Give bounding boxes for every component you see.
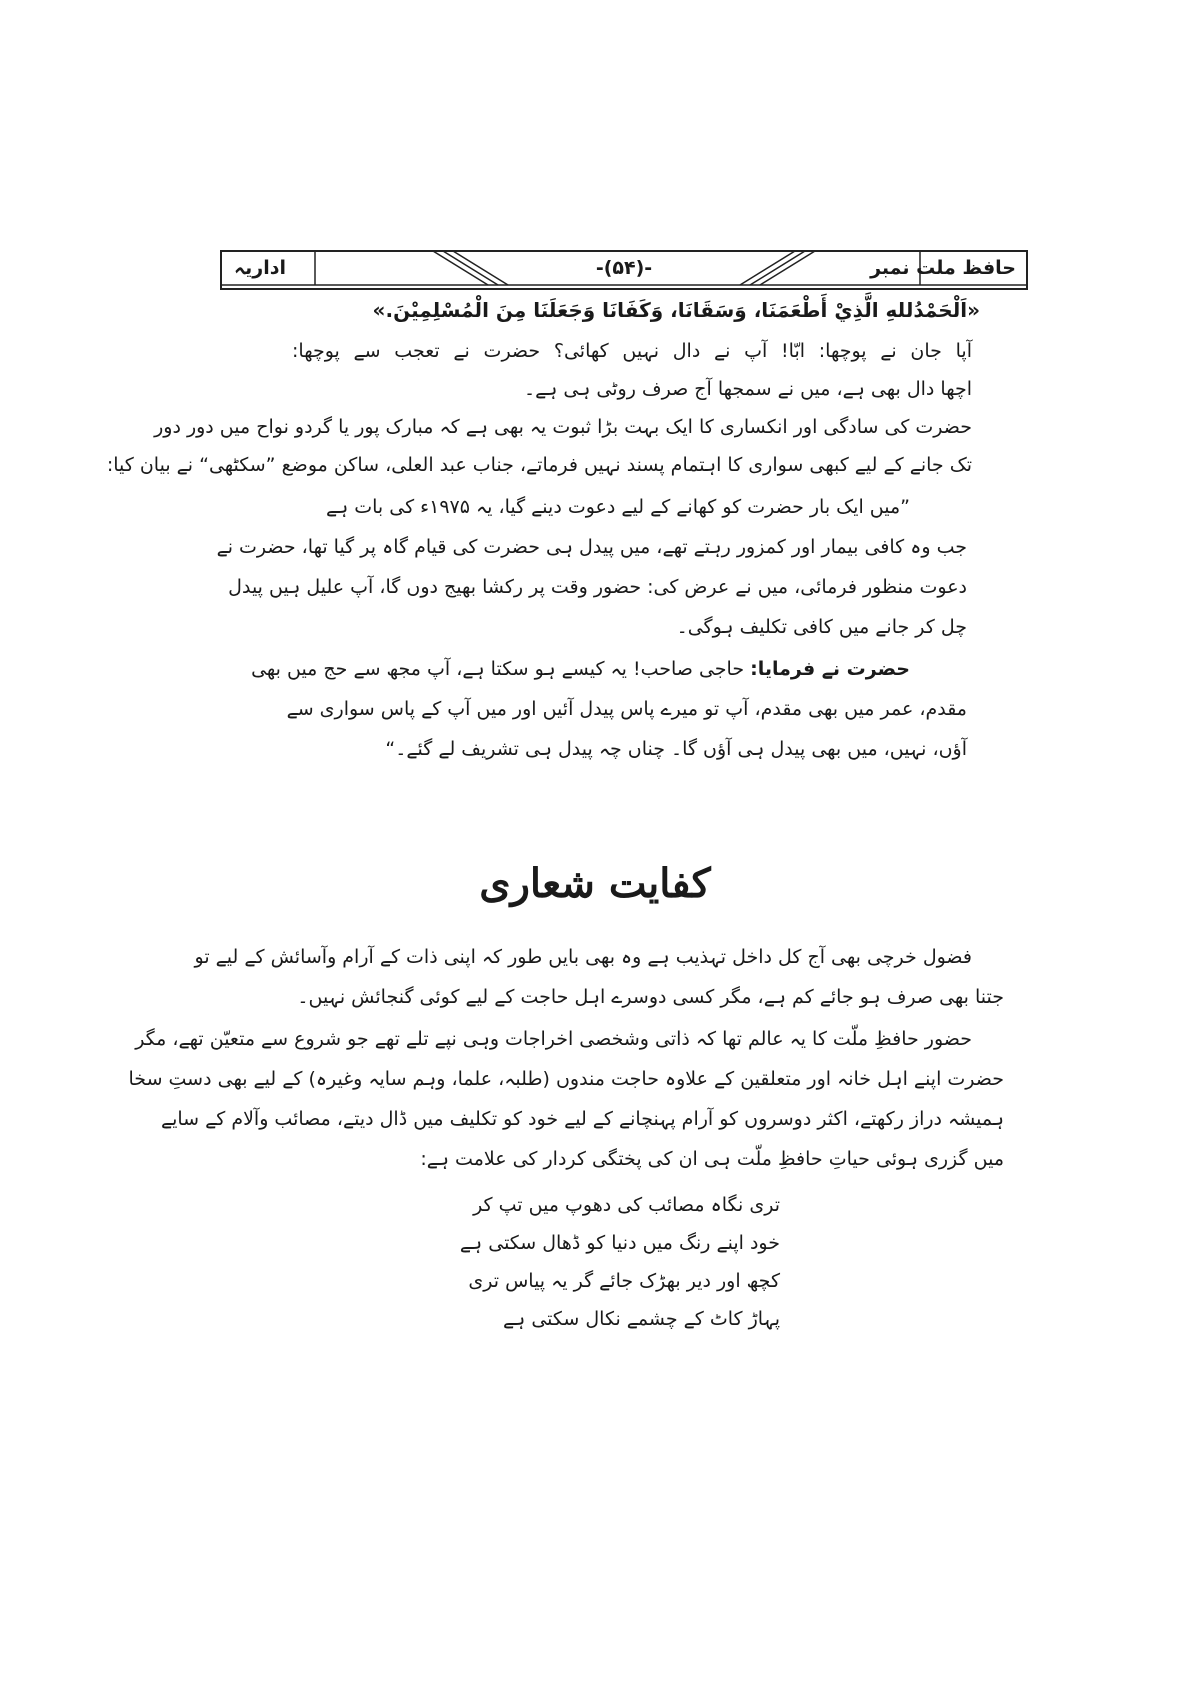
paragraph-line: آپا جان نے پوچھا: ابّا! آپ نے دال نہیں کھائی؟ حضرت نے تعجب سے پوچھا: [292, 340, 972, 362]
paragraph-line: حضرت اپنے اہل خانہ اور متعلقین کے علاوہ حاجت مندوں (طلبہ، علما، وہم سایہ وغیرہ) کے لیے بھی دستِ سخا [128, 1068, 1004, 1090]
quote-line [251, 658, 910, 680]
paragraph-line: میں گزری ہوئی حیاتِ حافظِ ملّت ہی ان کی پختگی کردار کی علامت ہے: [420, 1148, 1004, 1170]
poem-line: خود اپنے رنگ میں دنیا کو ڈھال سکتی ہے [459, 1232, 780, 1254]
poem-line: کچھ اور دیر بھڑک جائے گر یہ پیاس تری [468, 1270, 780, 1292]
quote-line: مقدم، عمر میں بھی مقدم، آپ تو میرے پاس پیدل آئیں اور میں آپ کے پاس سواری سے [286, 698, 967, 720]
quote-text: حاجی صاحب! یہ کیسے ہو سکتا ہے، آپ مجھ سے حج میں بھی [251, 658, 751, 680]
quote-line: چل کر جانے میں کافی تکلیف ہوگی۔ [676, 616, 967, 638]
quote-speaker: حضرت نے فرمایا: [750, 658, 910, 680]
quote-line: جب وہ کافی بیمار اور کمزور رہتے تھے، میں پیدل ہی حضرت کی قیام گاہ پر گیا تھا، حضرت نے [216, 536, 967, 558]
paragraph-line: جتنا بھی صرف ہو جائے کم ہے، مگر کسی دوسرے اہل حاجت کے لیے کوئی گنجائش نہیں۔ [297, 986, 1004, 1008]
paragraph-line: حضور حافظِ ملّت کا یہ عالم تھا کہ ذاتی وشخصی اخراجات وہی نپے تلے تھے جو شروع سے متعیّن تھے، مگر [135, 1028, 972, 1050]
arabic-dua: «اَلْحَمْدُللهِ الَّذِيْ أَطْعَمَنَا، وَسَقَانَا، وَكَفَانَا وَجَعَلَنَا مِنَ الْمُسْلِمِيْنَ.» [372, 298, 980, 322]
paragraph-line: اچھا دال بھی ہے، میں نے سمجھا آج صرف روٹی ہی ہے۔ [523, 378, 972, 400]
poem-line: پہاڑ کاٹ کے چشمے نکال سکتی ہے [503, 1308, 780, 1330]
header-page-number: -(۵۴)- [595, 257, 653, 279]
paragraph-line: تک جانے کے لیے کبھی سواری کا اہتمام پسند نہیں فرماتے، جناب عبد العلی، ساکن موضع ”سکٹھی“ نے بیان کیا: [106, 454, 972, 476]
quote-line: دعوت منظور فرمائی، میں نے عرض کی: حضور وقت پر رکشا بھیج دوں گا، آپ علیل ہیں پیدل [228, 576, 967, 598]
paragraph-line: فضول خرچی بھی آج کل داخل تہذیب ہے وہ بھی بایں طور کہ اپنی ذات کے آرام وآسائش کے لیے تو [194, 946, 972, 968]
paragraph-line: ہمیشہ دراز رکھتے، اکثر دوسروں کو آرام پہنچانے کے لیے خود کو تکلیف میں ڈال دیتے، مصائب وآلام کے سایے [160, 1108, 1004, 1130]
paragraph-line: حضرت کی سادگی اور انکساری کا ایک بہت بڑا ثبوت یہ بھی ہے کہ مبارک پور یا گردو نواح میں دور دور [154, 416, 972, 438]
header-magazine-title: حافظ ملت نمبر [870, 257, 1016, 279]
quote-line: ”میں ایک بار حضرت کو کھانے کے لیے دعوت دینے گیا، یہ ۱۹۷۵ء کی بات ہے [325, 496, 910, 518]
poem-line: تری نگاہ مصائب کی دھوپ میں تپ کر [473, 1194, 780, 1216]
quote-line: آؤں، نہیں، میں بھی پیدل ہی آؤں گا۔ چناں چہ پیدل ہی تشریف لے گئے۔“ [385, 738, 967, 760]
page-header [220, 250, 1028, 290]
header-section-title: اداریہ [234, 257, 286, 279]
section-heading: کفایت شعاری [479, 860, 711, 907]
